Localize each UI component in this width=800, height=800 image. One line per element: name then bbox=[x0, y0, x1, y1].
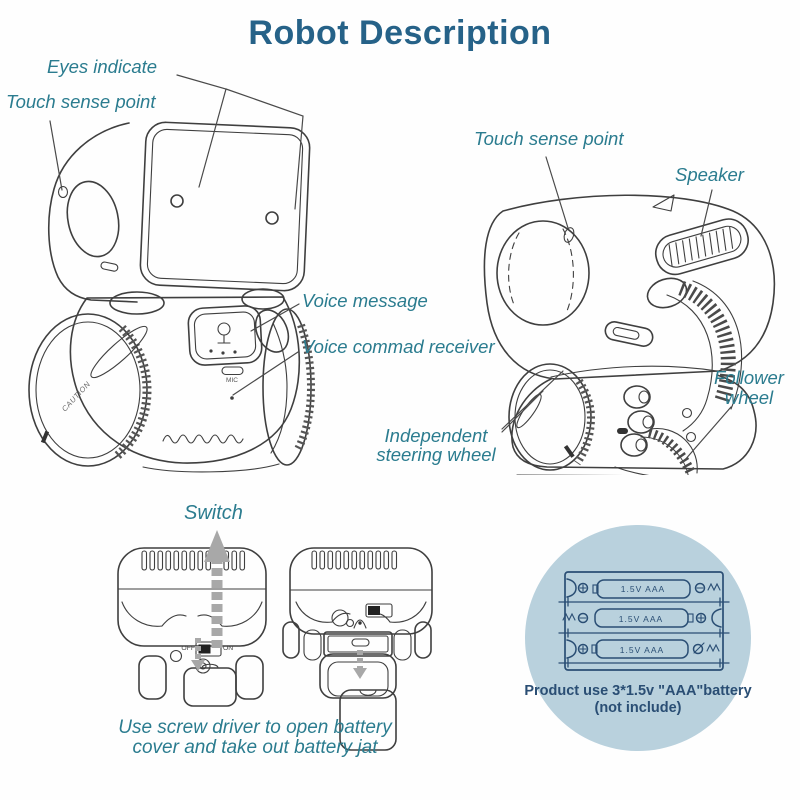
label-touch-sense-side: Touch sense point bbox=[474, 128, 624, 149]
label-touch-sense-front: Touch sense point bbox=[6, 91, 156, 112]
label-voice-command-receiver: Voice commad receiver bbox=[302, 336, 495, 357]
label-follower-wheel: Follower wheel bbox=[714, 367, 784, 408]
label-eyes-indicate: Eyes indicate bbox=[47, 56, 158, 77]
battery-note-line2: (not include) bbox=[594, 700, 682, 716]
leader-follower-wheel bbox=[684, 407, 731, 461]
mic-pill-label: MIC bbox=[226, 377, 238, 384]
battery-label-2: 1.5V AAA bbox=[618, 614, 664, 624]
leader-touch-right bbox=[546, 157, 568, 228]
leader-voice-receiver bbox=[233, 352, 298, 395]
leader-eyes-right bbox=[226, 89, 303, 209]
battery-label-3: 1.5V AAA bbox=[619, 645, 665, 655]
caution-sticker-label: CAUTION bbox=[59, 379, 93, 414]
page-title: Robot Description bbox=[248, 14, 552, 52]
leader-speaker bbox=[701, 190, 712, 236]
battery-label-1: 1.5V AAA bbox=[620, 584, 666, 594]
leader-eyes-left bbox=[177, 75, 226, 187]
switch-arrow-icon bbox=[204, 530, 230, 648]
label-voice-message: Voice message bbox=[302, 290, 428, 311]
label-switch: Switch bbox=[184, 502, 243, 524]
label-speaker: Speaker bbox=[675, 164, 744, 185]
switch-off-label: OFF bbox=[181, 645, 195, 652]
switch-on-label: ON bbox=[223, 645, 234, 652]
battery-note-line1: Product use 3*1.5v "AAA"battery bbox=[524, 683, 752, 699]
leader-steering-a bbox=[502, 371, 563, 429]
label-independent-steering-wheel: Independent steering wheel bbox=[376, 425, 496, 465]
caption-battery-instructions: Use screw driver to open battery cover and take out battery jat bbox=[118, 717, 392, 758]
leader-voice-message bbox=[251, 304, 299, 331]
leader-touch-left bbox=[50, 121, 62, 190]
remove-cover-arrow-icon bbox=[353, 650, 367, 679]
open-cover-arrow-icon bbox=[191, 638, 205, 671]
